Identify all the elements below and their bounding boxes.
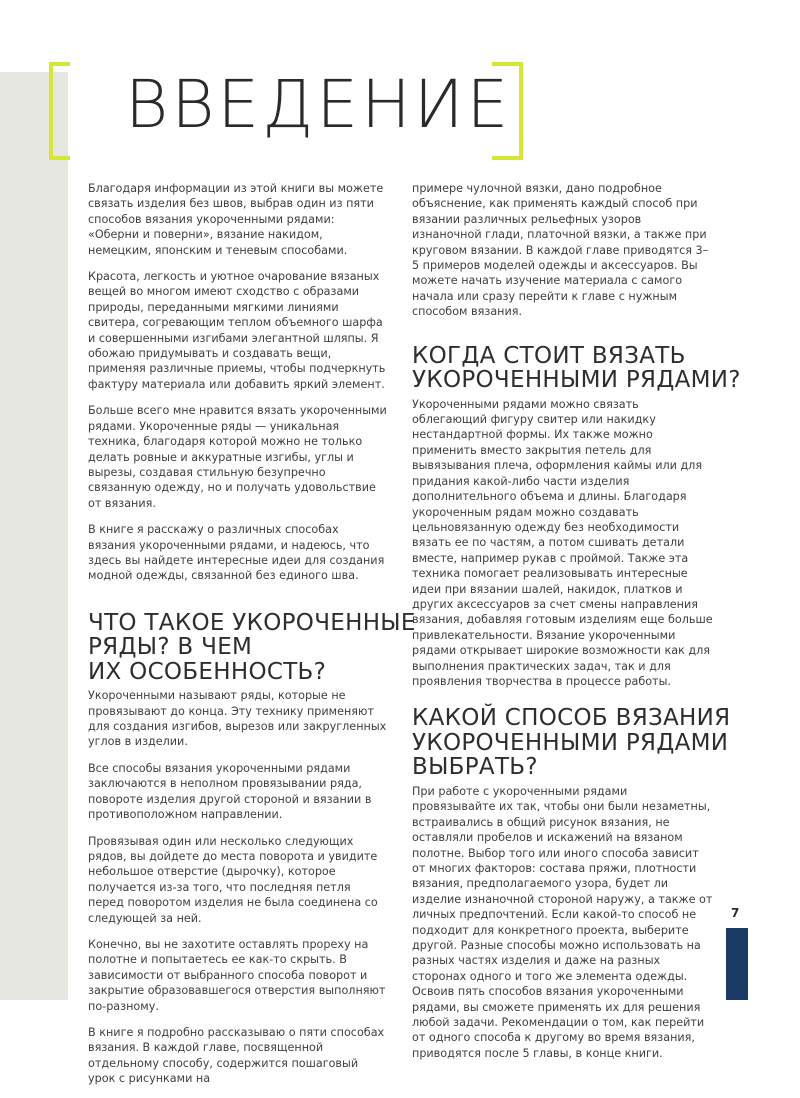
intro-paragraph: Больше всего мне нравится вязать укороченными рядами. Укороченные ряды — уникальная техника, благодаря которой можно не только делать ровные и аккуратные изгибы, углы и вырезы, создавая стильную безупречно связанную одежду, но и получать удовольствие от вязания. — [88, 404, 387, 510]
section-heading-when — [412, 342, 741, 394]
heading-line: ВЫБРАТЬ? — [412, 754, 538, 781]
heading-line: КАКОЙ СПОСОБ ВЯЗАНИЯ — [412, 705, 731, 732]
intro-paragraph: Благодаря информации из этой книги вы можете связать изделия без швов, выбрав один из пяти способов вязания укороченными рядами: «Оберни и поверни», вязание накидом, немецким, японским и теневым способами. — [88, 182, 384, 257]
heading-line: КОГДА СТОИТ ВЯЗАТЬ — [412, 342, 686, 369]
heading-line: УКОРОЧЕННЫМИ РЯДАМИ — [412, 729, 729, 756]
right-column — [412, 181, 741, 1072]
section-paragraph: Конечно, вы не захотите оставлять прореху на полотне и попытаетесь ее как-то скрыть. В зависимости от выбранного способа поворот и закрытие образовавшегося отверстия выполняют по-разному. — [88, 937, 386, 1013]
section-paragraph: Укороченными рядами можно связать облегающий фигуру свитер или накидку нестандартной формы. Их также можно применить вместо закрытия петель для вывязывания плеча, оформления каймы или для придания какой-либо части изделия дополнительного объема и длины. Благодаря укороченным рядам можно создавать цельновязанную одежду без необходимости вязать ее по частям, а потом сшивать детали вместе, например рукав с проймой. Также эта техника помогает реализовывать интересные идеи при вязании шалей, накидок, платков и других аксессуаров за счет смены направления вязания, добавляя готовым изделиям еще больше привлекательности. Вязание укороченными рядами открывает широкие возможности как для выполнения практических задач, так и для проявления творчества в процессе работы. — [412, 397, 713, 688]
left-bracket-decoration — [48, 62, 72, 160]
heading-line: УКОРОЧЕННЫМИ РЯДАМИ? — [412, 367, 741, 394]
section-paragraph: При работе с укороченными рядами провязывайте их так, чтобы они были незаметны, встраивались в общий рисунок вязания, не оставляли пробелов и искажений на вязаном полотне. Выбор того или иного способа зависит от многих факторов: состава пряжи, плотности вязания, предполагаемого узора, будет ли изделие изнаночной стороной наружу, а также от личных предпочтений. Если какой-то способ не подходит для конкретного проекта, выберите другой. Разные способы можно использовать на разных частях изделия и даже на разных сторонах одного и того же элемента одежды. Освоив пять способов вязания укороченными рядами, вы сможете применять их для решения любой задачи. Рекомендации о том, как перейти от одного способа к другому во время вязания, приводятся после 5 главы, в конце книги. — [412, 784, 713, 1060]
chapter-tab — [726, 928, 748, 1000]
section-paragraph: Укороченными называют ряды, которые не провязывают до конца. Эту технику применяют для создания изгибов, вырезов или закругленных углов в изделии. — [88, 689, 387, 749]
section-heading-what-is — [88, 609, 416, 685]
section-paragraph: В книге я подробно рассказываю о пяти способах вязания. В каждой главе, посвященной отдельному способу, содержится пошаговый урок с рисунками на — [88, 1025, 385, 1086]
section-heading-which — [412, 705, 731, 781]
heading-line: ИХ ОСОБЕННОСТЬ? — [88, 658, 327, 685]
page-number: 7 — [731, 906, 740, 920]
intro-paragraph: Красота, легкость и уютное очарование вязаных вещей во многом имеют сходство с образами природы, переданными мягкими линиями свитера, согревающим теплом объемного шарфа и совершенными изгибами элегантной шляпы. Я обожаю придумывать и создавать вещи, применяя различные приемы, чтобы подчеркнуть фактуру материала или добавить яркий элемент. — [88, 270, 386, 391]
page-title: ВВЕДЕНИЕ — [125, 66, 512, 143]
heading-line: ЧТО ТАКОЕ УКОРОЧЕННЫЕ — [88, 609, 416, 636]
section-paragraph: Провязывая один или несколько следующих рядов, вы дойдете до места поворота и увидите небольшое отверстие (дырочку), которое получается из-за того, что последняя петля перед поворотом изделия не была соединена со следующей за ней. — [88, 834, 378, 925]
intro-paragraph: В книге я расскажу о различных способах вязания укороченными рядами, и надеюсь, что здесь вы найдете интересные идеи для создания модной одежды, связанной без единого шва. — [88, 523, 385, 583]
left-column — [88, 181, 416, 1098]
continuation-paragraph: примере чулочной вязки, дано подробное объяснение, как применять каждый способ при вязании различных рельефных узоров изнаночной глади, платочной вязки, а также при круговом вязании. В каждой главе приводятся 3–5 примеров моделей одежды и аксессуаров. Вы можете начать изучение материала с самого начала или сразу перейти к главе с нужным способом вязания. — [412, 182, 709, 319]
section-paragraph: Все способы вязания укороченными рядами заключаются в неполном провязывании ряда, повороте изделия другой стороной и вязании в противоположном направлении. — [88, 761, 372, 822]
side-decor-strip — [0, 72, 68, 1000]
heading-line: РЯДЫ? В ЧЕМ — [88, 634, 253, 661]
